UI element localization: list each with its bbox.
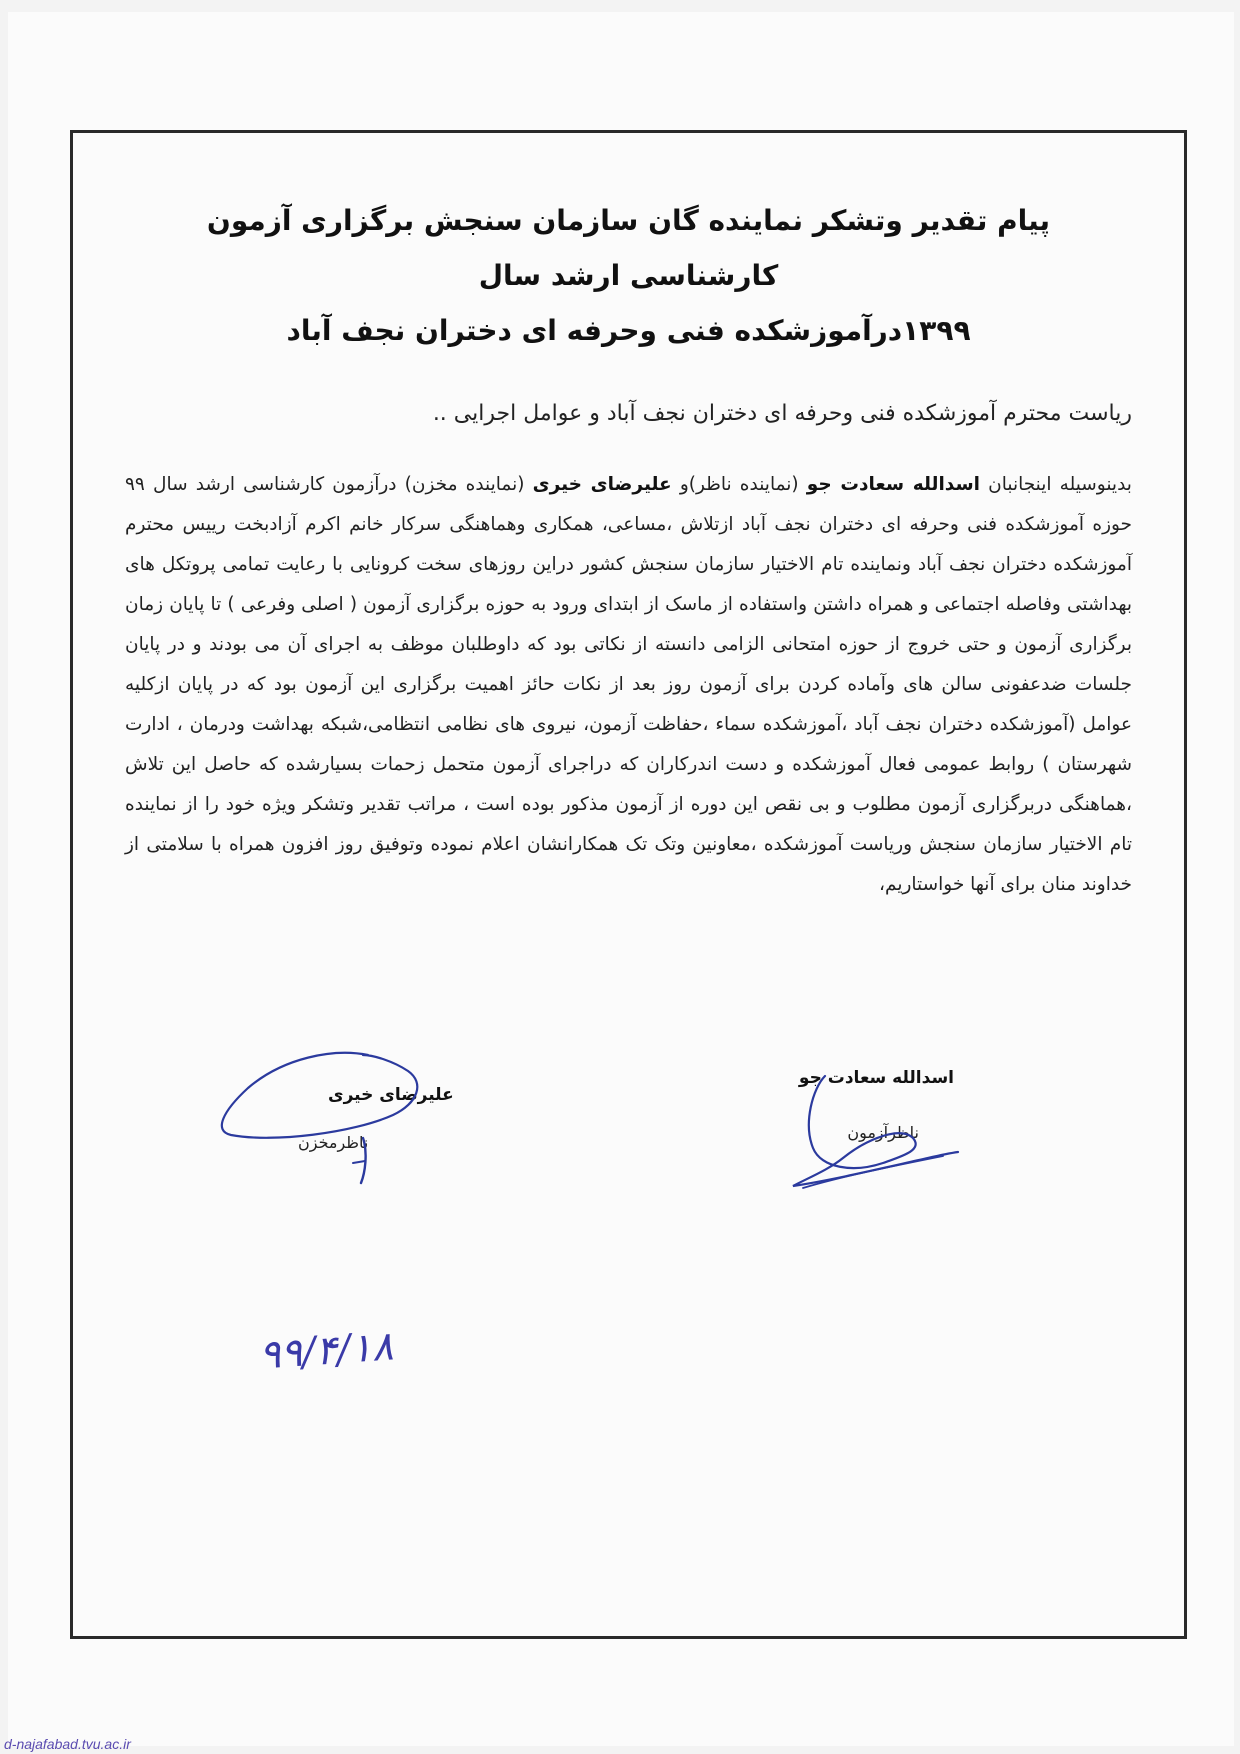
handwritten-date: ۹۹/۴/۱۸ [257, 1323, 395, 1379]
body-part-3: (نماینده مخزن) درآزمون کارشناسی ارشد سال ۹۹ حوزه آموزشکده فنی وحرفه ای دختران نجف آباد ازتلاش ،مساعی، همکاری وهماهنگی سرکار خانم اکرم آزادبخت رییس محترم آموزشکده دختران نجف آباد ونماینده تام الاختیار سازمان سنجش کشور دراین روزهای سخت کرونایی با رعایت تمامی پروتکل های بهداشتی وفاصله اجتماعی و همراه داشتن واستفاده از ماسک از ابتدای ورود به حوزه برگزاری آزمون ( اصلی وفرعی ) تا پایان زمان برگزاری آزمون و حتی خروج از حوزه امتحانی الزامی دانسته از نکاتی بود که داوطلبان موظف به اجرای آن می بودند و در پایان جلسات ضدعفونی سالن های وآماده کردن برای آزمون روز بعد از نکات حائز اهمیت برگزاری این آزمون بود که در پایان ازکلیه عوامل (آموزشکده دختران نجف آباد ،آموزشکده سماء ،حفاظت آزمون، نیروی های نظامی انتظامی،شبکه بهداشت ودرمان ، ادارت شهرستان ) روابط عمومی فعال آموزشکده و دست اندرکاران که دراجرای آزمون متحمل زحمات بسیارشده که حاصل این تلاش ،هماهنگی دربرگزاری آزمون مطلوب و بی نقص این دوره از آزمون مذکور بوده است ، مراتب تقدیر وتشکر ویژه خود را از نماینده تام الاختیار سازمان سنجش وریاست آموزشکده ،معاونین وتک تک همکارانشان اعلام نموده وتوفیق روز افزون همراه با سلامتی از خداوند منان برای آنها خواستاریم، [125, 474, 1132, 895]
body-name-1: اسدالله سعادت جو [806, 474, 981, 495]
signature-right-scribble [773, 1068, 973, 1198]
signature-left-role: ناظرمخزن [298, 1133, 369, 1152]
signature-left-scribble [203, 1043, 453, 1193]
title-line-1: پیام تقدیر وتشکر نماینده گان سازمان سنجش برگزاری آزمون کارشناسی ارشد سال [206, 204, 1051, 292]
document-title [173, 193, 1084, 358]
letter-body [125, 465, 1132, 905]
body-part-1: بدینوسیله اینجانبان [988, 474, 1132, 495]
signature-right-role: ناظرآزمون [847, 1123, 919, 1142]
title-line-2: ۱۳۹۹درآموزشکده فنی وحرفه ای دختران نجف آباد [286, 314, 971, 347]
signature-left-name: علیرضای خیری [328, 1085, 454, 1105]
body-name-2: علیرضای خیری [532, 474, 672, 495]
document-frame [70, 130, 1187, 1639]
signature-right-name: اسدالله سعادت جو [798, 1068, 954, 1088]
body-part-2: (نماینده ناظر)و [679, 474, 799, 495]
footer-domain: d-najafabad.tvu.ac.ir [4, 1736, 131, 1752]
salutation: ریاست محترم آموزشکده فنی وحرفه ای دختران نجف آباد و عوامل اجرایی .. [432, 401, 1132, 426]
document-page [8, 12, 1234, 1746]
